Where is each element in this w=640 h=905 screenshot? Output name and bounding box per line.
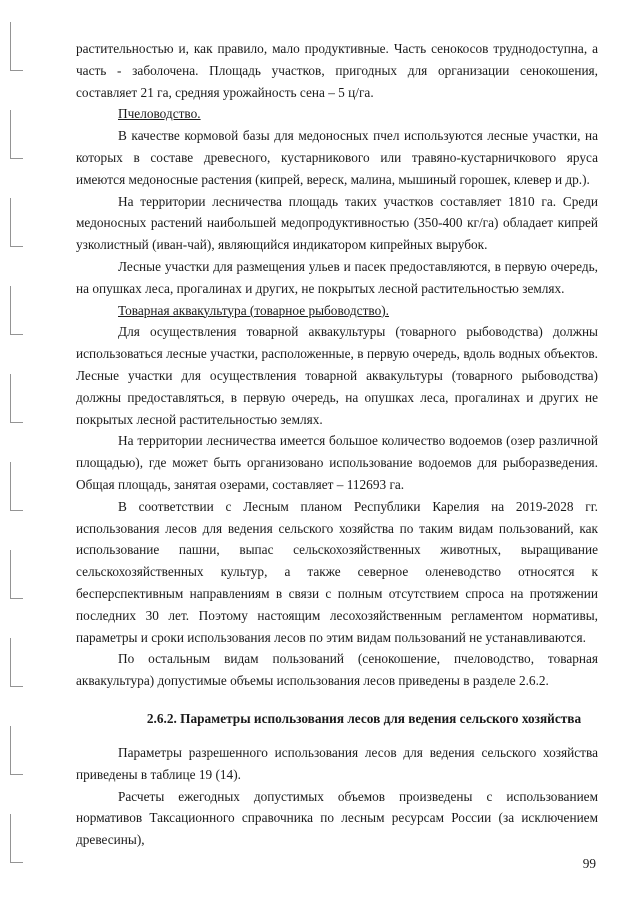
paragraph-forest-plan: В соответствии с Лесным планом Республики Карелия на 2019-2028 гг. использования лесов для ведения сельского хозяйства по таким видам пользований, как использование пашни, выпас сельскохозяйственных животных, выращивание сельскохозяйственных культур, а также северное оленеводство относятся к бесперспективным направлениям в связи с полным отсутствием спроса на протяжении последних 30 лет. Поэтому настоящим лесохозяйственным регламентом нормативы, параметры и сроки использования лесов по этим видам пользований не устанавливаются. xyxy=(76,498,598,645)
binding-mark xyxy=(10,286,23,335)
paragraph-hive-placement: Лесные участки для размещения ульев и пасек предоставляются, в первую очередь, на опушках леса, прогалинах и других, не покрытых лесной растительностью землях. xyxy=(76,258,598,296)
subhead-beekeeping-label: Пчеловодство. xyxy=(118,106,201,122)
paragraph-bee-forage: В качестве кормовой базы для медоносных пчел используются лесные участки, на которых в составе древесного, кустарникового или травяно-кустарничкового яруса имеются медоносные растения (кипрей, вереск, малина, мышиный горошек, клевер и др.). xyxy=(76,128,598,187)
binding-mark xyxy=(10,110,23,159)
binding-mark xyxy=(10,550,23,599)
binding-mark xyxy=(10,462,23,511)
paragraph-aquaculture-sites: Для осуществления товарной аквакультуры (товарного рыбоводства) должны использоваться лесные участки, расположенные, в первую очередь, вдоль водных объектов. Лесные участки для осуществления товарной аквакультуры (товарного рыбоводства) должны предоставляться, в первую очередь, на опушках леса, прогалинах и других не покрытых лесной растительностью землях. xyxy=(76,324,598,427)
page-number: 99 xyxy=(582,856,596,871)
binding-mark xyxy=(10,638,23,687)
subhead-aquaculture xyxy=(76,300,598,322)
binding-marks xyxy=(10,22,28,892)
body-text xyxy=(76,38,598,851)
subhead-aquaculture-label: Товарная аквакультура (товарное рыбоводство). xyxy=(118,302,389,318)
section-heading: 2.6.2. Параметры использования лесов для ведения сельского хозяйства xyxy=(146,710,582,726)
paragraph-other-uses: По остальным видам пользований (сенокошение, пчеловодство, товарная аквакультура) допустимые объемы использования лесов приведены в разделе 2.6.2. xyxy=(76,651,598,689)
paragraph-parameters: Параметры разрешенного использования лесов для ведения сельского хозяйства приведены в таблице 19 (14). xyxy=(76,744,598,782)
paragraph-calculations: Расчеты ежегодных допустимых объемов произведены с использованием нормативов Таксационного справочника по лесным ресурсам России (за исключением древесины), xyxy=(76,788,598,848)
binding-mark xyxy=(10,22,23,71)
paragraph-hay-continuation: растительностью и, как правило, мало продуктивные. Часть сенокосов труднодоступна, а часть - заболочена. Площадь участков, пригодных для организации сенокошения, составляет 21 га, средняя урожайность сена – 5 ц/га. xyxy=(76,41,598,100)
binding-mark xyxy=(10,726,23,775)
paragraph-water-bodies: На территории лесничества имеется большое количество водоемов (озер различной площадью), где может быть организовано использование водоемов для рыборазведения. Общая площадь, занятая озерами, составляет – 112693 га. xyxy=(76,433,598,492)
paragraph-bee-area: На территории лесничества площадь таких участков составляет 1810 га. Среди медоносных растений наибольшей медопродуктивностью (350-400 кг/га) обладает кипрей узколистный (иван-чай), являющийся индикатором кипрейных вырубок. xyxy=(76,193,598,253)
binding-mark xyxy=(10,814,23,863)
subhead-beekeeping xyxy=(76,103,598,125)
binding-mark xyxy=(10,198,23,247)
binding-mark xyxy=(10,374,23,423)
